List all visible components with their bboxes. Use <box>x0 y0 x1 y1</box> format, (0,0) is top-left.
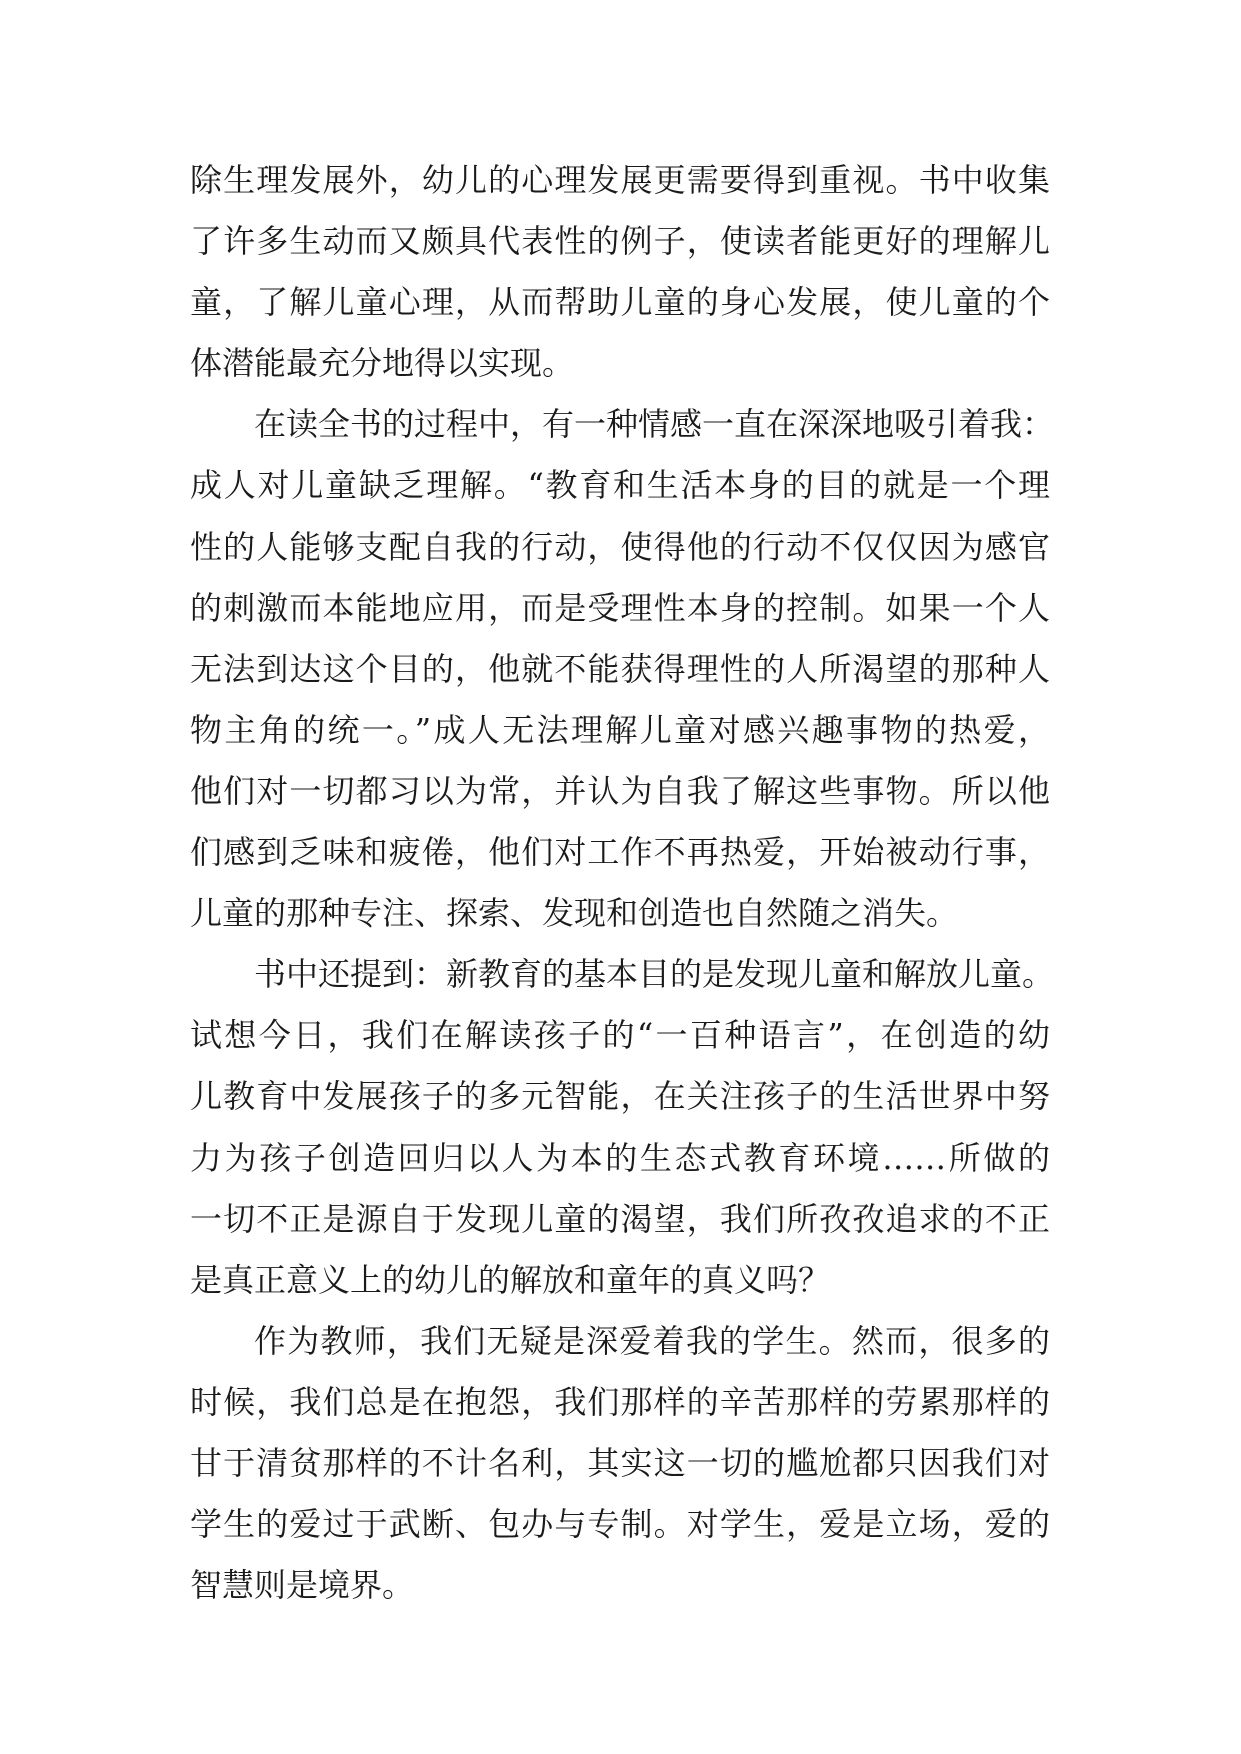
text-line: 力为孩子创造回归以人为本的生态式教育环境……所做的 <box>190 1138 1050 1177</box>
paragraph-1 <box>190 150 1050 394</box>
paragraph-3 <box>190 944 1055 1311</box>
text-line: 童，了解儿童心理，从而帮助儿童的身心发展，使儿童的个 <box>190 283 1050 322</box>
text-line: 的刺激而本能地应用，而是受理性本身的控制。如果一个人 <box>190 588 1050 627</box>
text-line: 一切不正是源自于发现儿童的渴望，我们所孜孜追求的不正 <box>190 1199 1050 1238</box>
text-line: 儿童的那种专注、探索、发现和创造也自然随之消失。 <box>190 894 959 933</box>
document-body <box>190 150 1055 1616</box>
text-line: 书中还提到：新教育的基本目的是发现儿童和解放儿童。 <box>254 955 1055 994</box>
text-line: 了许多生动而又颇具代表性的例子，使读者能更好的理解儿 <box>190 222 1050 261</box>
text-line: 在读全书的过程中，有一种情感一直在深深地吸引着我： <box>254 405 1055 444</box>
text-line: 他们对一切都习以为常，并认为自我了解这些事物。所以他 <box>190 771 1050 810</box>
text-line: 无法到达这个目的，他就不能获得理性的人所渴望的那种人 <box>190 649 1050 688</box>
text-line: 成人对儿童缺乏理解。“教育和生活本身的目的就是一个理 <box>190 466 1050 505</box>
text-line: 儿教育中发展孩子的多元智能，在关注孩子的生活世界中努 <box>190 1077 1050 1116</box>
text-line: 试想今日，我们在解读孩子的“一百种语言”，在创造的幼 <box>190 1016 1050 1055</box>
text-line: 物主角的统一。”成人无法理解儿童对感兴趣事物的热爱， <box>190 710 1050 749</box>
text-line: 体潜能最充分地得以实现。 <box>190 344 575 383</box>
text-line: 们感到乏味和疲倦，他们对工作不再热爱，开始被动行事， <box>190 833 1050 872</box>
text-line: 作为教师，我们无疑是深爱着我的学生。然而，很多的 <box>254 1321 1050 1360</box>
text-line: 学生的爱过于武断、包办与专制。对学生，爱是立场，爱的 <box>190 1505 1050 1544</box>
text-line: 性的人能够支配自我的行动，使得他的行动不仅仅因为感官 <box>190 527 1050 566</box>
paragraph-4 <box>190 1311 1050 1616</box>
text-line: 时候，我们总是在抱怨，我们那样的辛苦那样的劳累那样的 <box>190 1382 1050 1421</box>
text-line: 智慧则是境界。 <box>190 1566 415 1605</box>
paragraph-2 <box>190 394 1055 944</box>
text-line: 是真正意义上的幼儿的解放和童年的真义吗？ <box>190 1260 831 1299</box>
text-line: 除生理发展外，幼儿的心理发展更需要得到重视。书中收集 <box>190 161 1050 199</box>
text-line: 甘于清贫那样的不计名利，其实这一切的尴尬都只因我们对 <box>190 1443 1050 1482</box>
